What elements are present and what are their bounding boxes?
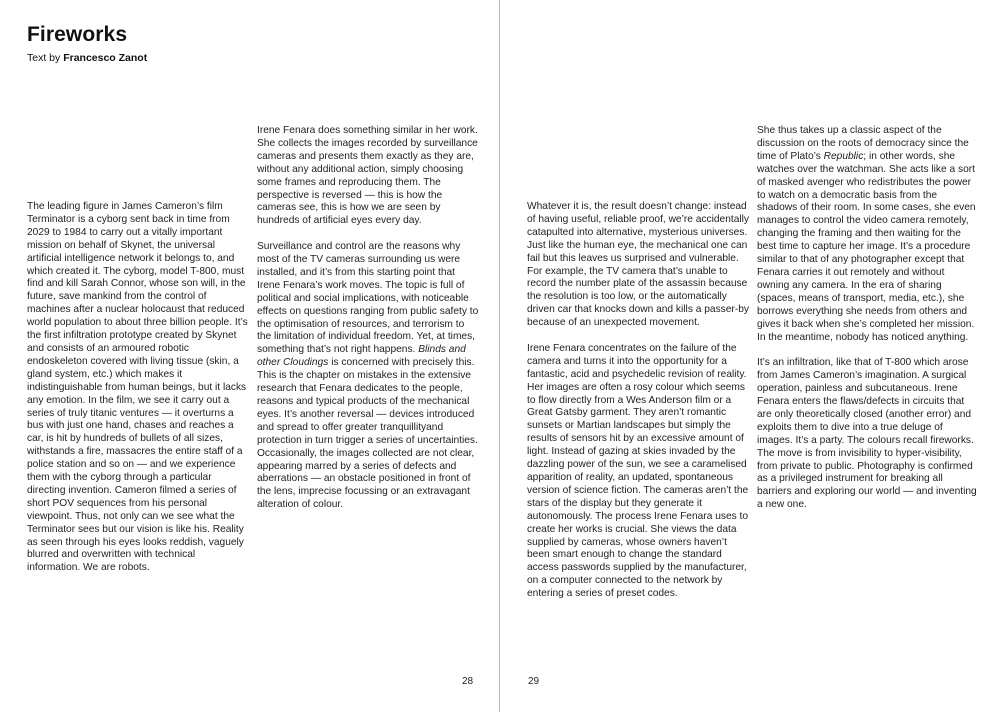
paragraph: The leading figure in James Cameron’s film Terminator is a cyborg sent back in time from 2029 to 1984 to carry out a vitally important mission on behalf of Skynet, the universal artificial intelligence network it belongs to, and which created it. The cyborg, model T-800, must find and kill Sarah Connor, whose son will, in the future, save mankind from the control of machines after a nuclear holocaust that reduced world population to about three billion people. It’s the first infiltration prototype created by Skynet and consists of an armoured robotic endoskeleton covered with living tissue (skin, a gland system, etc.) which makes it indistinguishable from human beings, but it lacks any emotion. In the film, we see it carry out a series of truly titanic ventures — it overturns a bus with just one hand, chases and reaches a car, is hit by hundreds of bullets of all sizes, withstands a fire, massacres the entire staff of a police station and so on — and we experience them with the cyborg through a particular directing invention. Cameron filmed a series of short POV sequences from his personal viewpoint. Thus, not only can we see what the Terminator sees but our vision is like his. Reality as seen through his eyes looks reddish, vaguely blurred and overwritten with technical information. We are robots. (27, 201, 248, 574)
article-title: Fireworks (27, 23, 128, 46)
work-title: Blinds and other Cloudings (257, 344, 466, 369)
paragraph: Whatever it is, the result doesn’t change: instead of having useful, reliable proof, we’re accidentally catapulted into alternative, mysterious universes. Just like the human eye, the mechanical one can fail but this leaves us surprised and vulnerable. For example, the TV camera that’s unable to record the number plate of the assassin because the resolution is too low, or the automatically driven car that knocks down and kills a passer-by because of an unexpected movement. (527, 201, 749, 329)
column-4 (757, 125, 979, 512)
column-1 (27, 201, 249, 575)
byline-prefix: Text by (27, 52, 61, 64)
page-number-left: 28 (462, 676, 474, 687)
paragraph: Irene Fenara concentrates on the failure of the camera and turns it into the opportunity for a fantastic, acid and psychedelic revision of reality. Her images are often a rosy colour which seems to flow directly from a Wes Anderson film or a Great Gatsby garment. They aren’t romantic sunsets or Martian landscapes but simply the results of sensors hit by an excessive amount of light. Instead of gazing at skies invaded by the dazzling power of the sun, we see a caramelised apparition of reality, an updated, spontaneous version of science fiction. The cameras aren’t the stars of the display but they generate it autonomously. The process Irene Fenara uses to create her works is crucial. She views the data supplied by cameras, whose owners haven’t been smart enough to change the standard access passwords supplied by the manufacturer, on a computer connected to the network by entering a series of preset codes. (527, 342, 749, 600)
author-name: Francesco Zanot (63, 52, 148, 64)
column-2 (257, 125, 479, 512)
page-number-right: 29 (528, 676, 540, 687)
paragraph: It’s an infiltration, like that of T-800 which arose from James Cameron’s imagination. A surgical operation, painless and subcutaneous. Irene Fenara enters the flaws/defects in circuits that are only theoretically closed (another error) and exploits them to dive into a true deluge of images. It’s a party. The colours recall fireworks. The move is from invisibility to hyper-visibility, from private to public. Photography is confirmed as a privileged instrument for breaking all barriers and exploring our world — and inventing a new one. (757, 357, 977, 511)
paragraph (757, 125, 979, 344)
column-3 (527, 201, 749, 601)
paragraph: Irene Fenara does something similar in her work. She collects the images recorded by surveillance cameras and presents them exactly as they are, without any additional action, simply choosing some frames and reproducing them. The perspective is reversed — this is how the cameras see, this is how we are seen by hundreds of artificial eyes every day. (257, 125, 478, 227)
text-run: ; in other words, she watches over the watchman. She acts like a sort of masked avenger who redistributes the power to watch on a democratic basis from the shadows of their room. In some cases, she even manages to control the video camera remotely, changing the framing and then waiting for the best time to capture her image. It’s a procedure similar to that of any photographer except that Fenara carries it out remotely and without owning any camera. In the era of sharing (spaces, means of transport, media, etc.), she borrows everything she needs from others and gives it back when she’s completed her mission. In the meantime, nobody has noticed anything. (757, 150, 976, 343)
text-run: is concerned with precisely this. This is the chapter on mistakes in the extensive research that Fenara dedicates to the people, reasons and typical products of the mechanical eyes. It’s another reversal — devices introduced and spread to offer greater tranquillityand protection in turn trigger a series of uncertainties. Occasionally, the images collected are not clear, appearing marred by a series of defects and aberrations — an obstacle positioned in front of the lens, imprecise focussing or an extravagant alteration of colour. (257, 357, 478, 511)
work-title: Republic (823, 150, 864, 162)
paragraph (257, 241, 479, 512)
text-run: Surveillance and control are the reasons why most of the TV cameras surrounding us were installed, and it’s from this starting point that Irene Fenara’s work moves. The topic is full of political and social implications, with noticeable effects on questions ranging from public safety to the optimisation of resources, and terrorism to the limitation of individual freedom. Yet, at times, something that’s not right happens. (257, 241, 479, 356)
byline (27, 52, 147, 64)
page-gutter (499, 0, 500, 712)
text-run: She thus takes up a classic aspect of the discussion on the roots of democracy since the time of Plato’s (757, 125, 969, 162)
